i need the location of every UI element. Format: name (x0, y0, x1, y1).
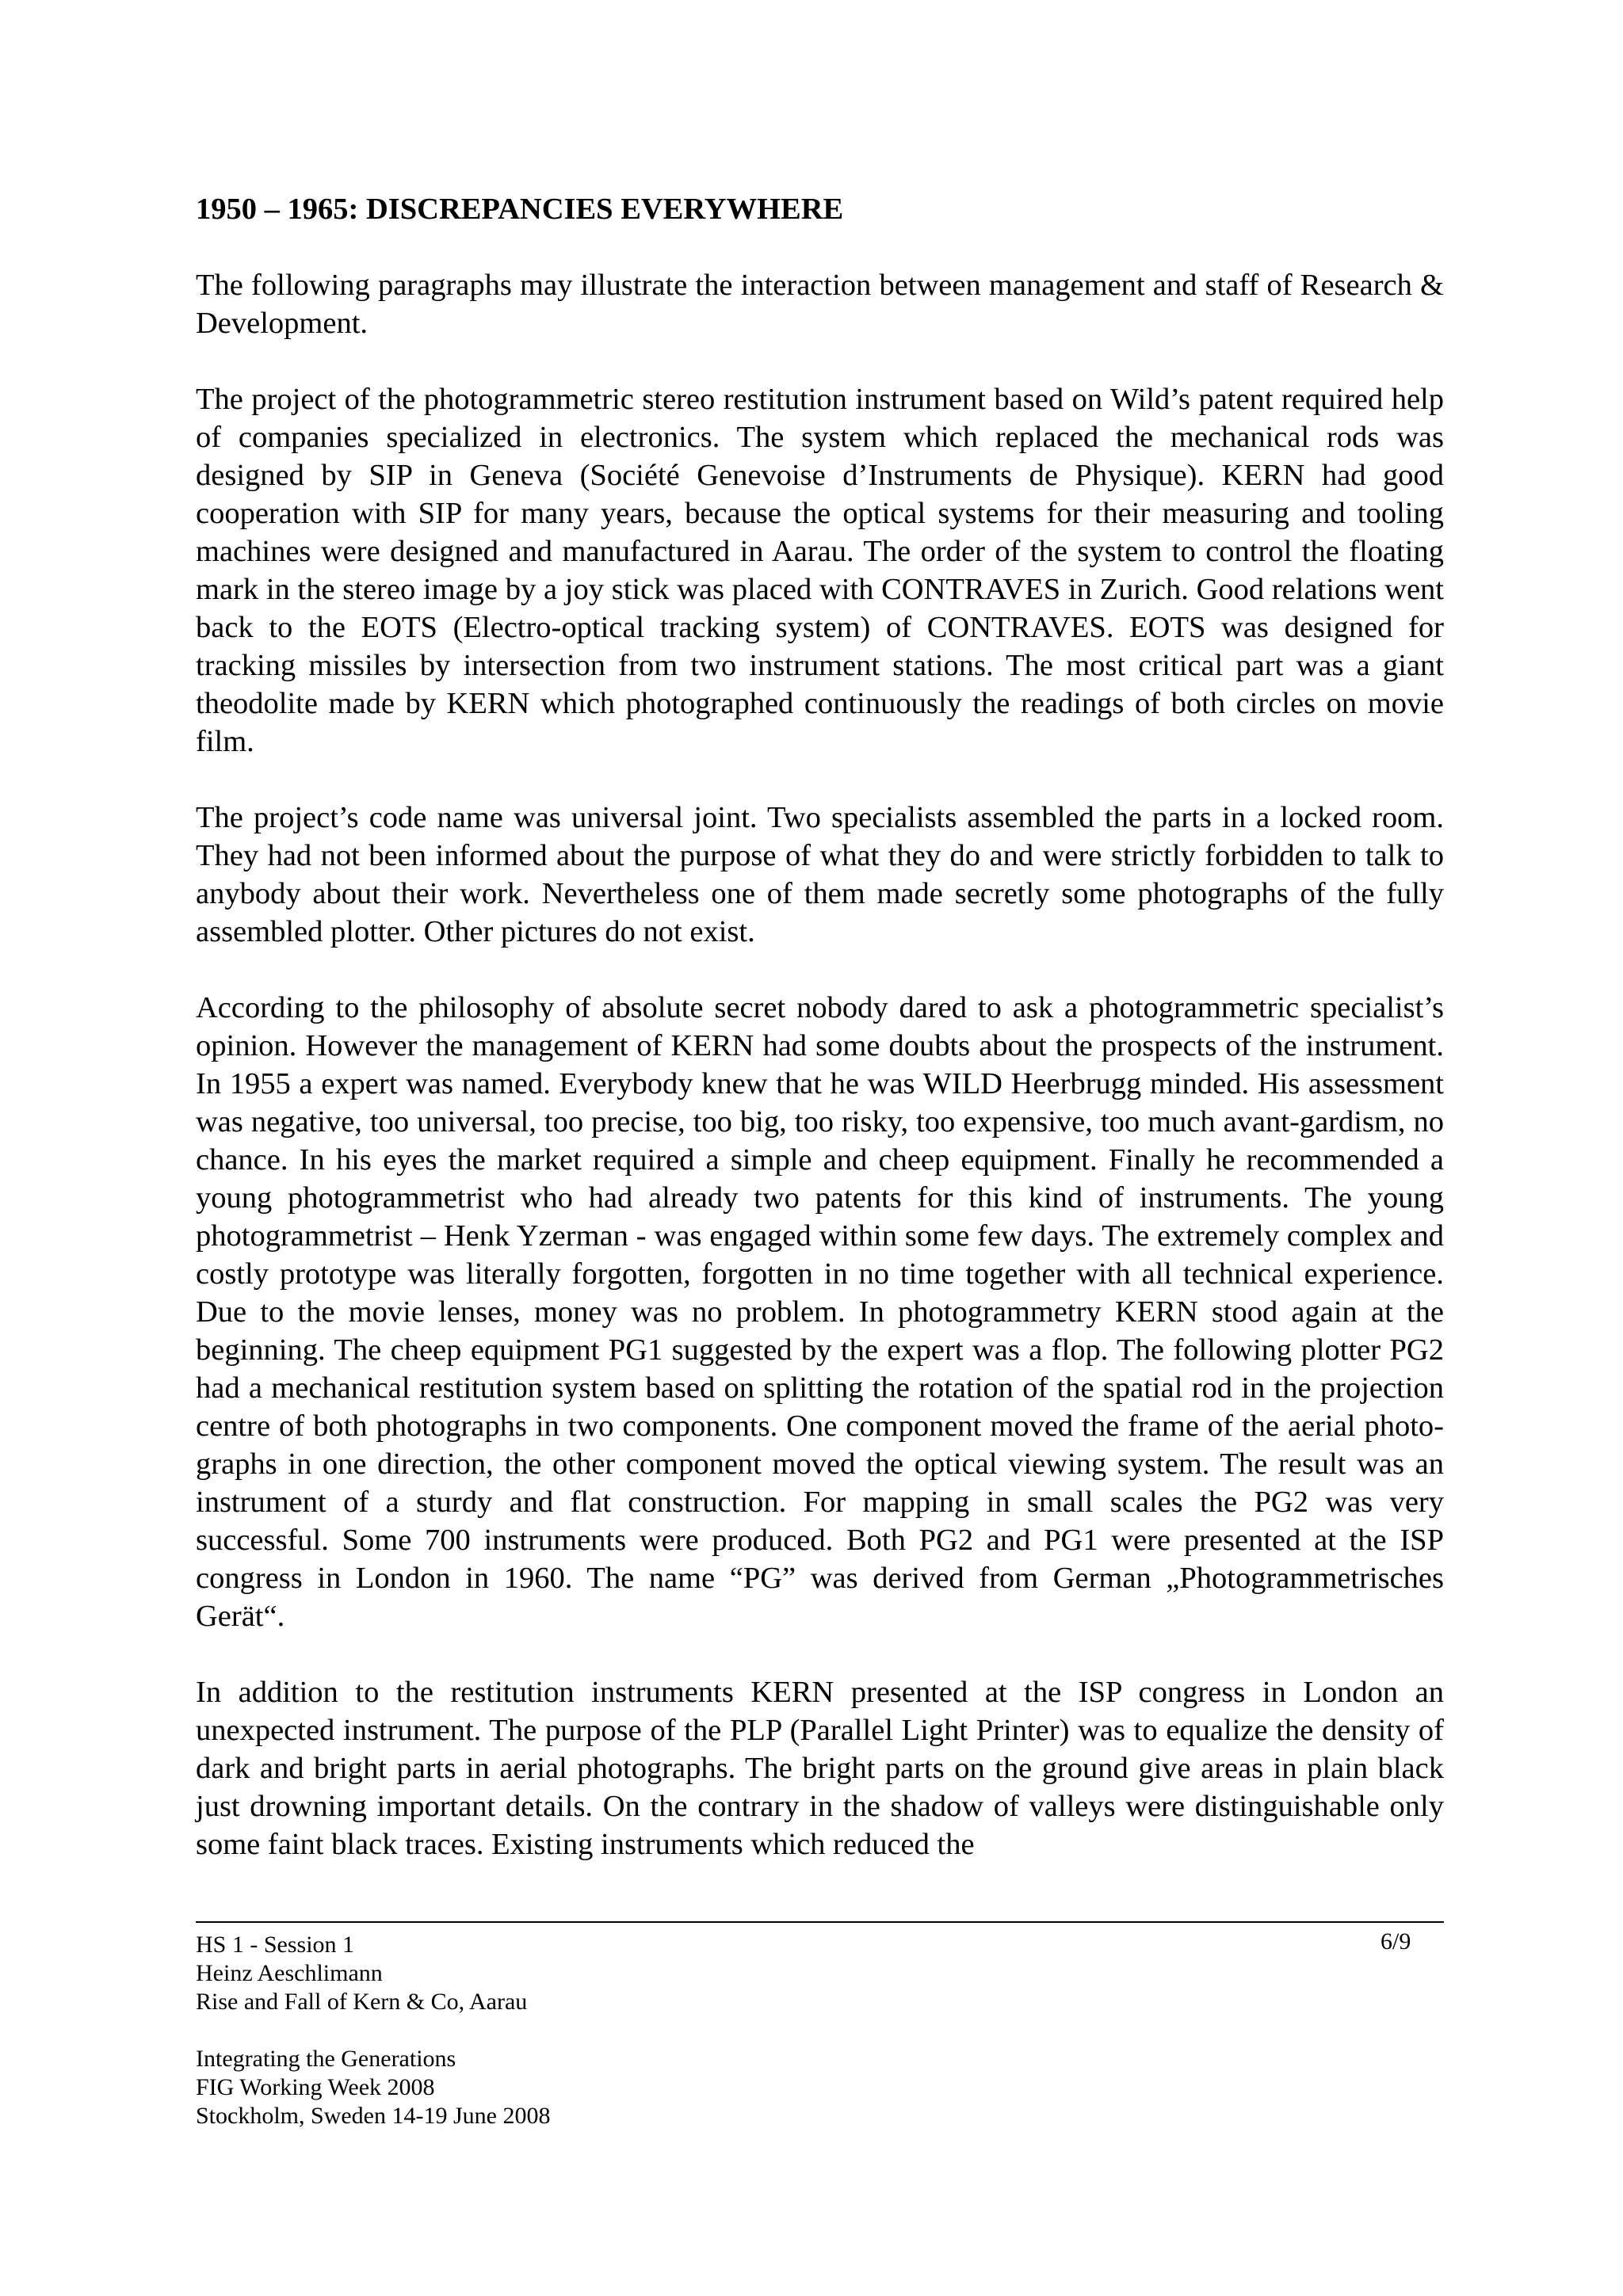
paragraph-2: The project of the photogrammetric stereo restitution instrument based on Wild’s patent required help of companies specialized in electronics. The system which replaced the mechanical rods was designed by SIP in Geneva (Société Genevoise d’Instruments de Physique). KERN had good cooperation with SIP for many years, because the optical systems for their measuring and tooling machines were designed and manufactured in Aarau. The order of the system to control the floating mark in the stereo image by a joy stick was placed with CONTRAVES in Zurich. Good relations went back to the EOTS (Electro-optical tracking system) of CONTRAVES. EOTS was designed for tracking missiles by intersection from two instrument stations. The most critical part was a giant theodolite made by KERN which photographed continuously the readings of both circles on movie film. (196, 383, 1444, 758)
footer-rule (196, 1921, 1444, 1923)
paragraph-1: The following paragraphs may illustrate the interaction between management and staff of Research & Development. (196, 269, 1444, 340)
paragraph-4: According to the philosophy of absolute secret nobody dared to ask a photogrammetric specialist’s opinion. However the management of KERN had some doubts about the prospects of the instrument. In 1955 a expert was named. Everybody knew that he was WILD Heerbrugg minded. His assessment was negative, too universal, too precise, too big, too risky, too expensive, too much avant-gardism, no chance. In his eyes the market required a simple and cheep equipment. Finally he recommended a young photogrammetrist who had already two patents for this kind of instruments. The young photogrammetrist – Henk Yzerman - was engaged within some few days. The extremely complex and costly prototype was literally forgotten, forgotten in no time together with all technical experience. Due to the movie lenses, money was no problem. In photogrammetry KERN stood again at the beginning. The cheep equipment PG1 suggested by the expert was a flop. The following plotter PG2 had a mechanical restitution system based on splitting the rotation of the spatial rod in the projection centre of both photographs in two components. One component moved the frame of the aerial photographs in one direction, the other component moved the optical viewing system. The result was an instrument of a sturdy and flat construction. For mapping in small scales the PG2 was very successful. Some 700 instruments were produced. Both PG2 and PG1 were presented at the ISP congress in London in 1960. The name “PG” was derived from German „Photogrammetrisches Gerät“. (196, 991, 1444, 1633)
footer-conference-theme: Integrating the Generations (196, 2046, 456, 2072)
section-heading: 1950 – 1965: DISCREPANCIES EVERYWHERE (196, 193, 844, 226)
footer (196, 1931, 1444, 2130)
footer-spacer (196, 2016, 1444, 2045)
footer-session: HS 1 - Session 1 (196, 1932, 355, 1958)
footer-conference-name: FIG Working Week 2008 (196, 2074, 435, 2100)
footer-conference-location: Stockholm, Sweden 14-19 June 2008 (196, 2103, 551, 2129)
page-number: 6/9 (1381, 1928, 1411, 1955)
paragraph-3: The project’s code name was universal joint. Two specialists assembled the parts in a locked room. They had not been informed about the purpose of what they do and were strictly forbidden to talk to anybody about their work. Nevertheless one of them made secretly some photographs of the fully assembled plotter. Other pictures do not exist. (196, 801, 1444, 948)
paragraph-5: In addition to the restitution instruments KERN presented at the ISP congress in London an unexpected instrument. The purpose of the PLP (Parallel Light Printer) was to equalize the density of dark and bright parts in aerial photographs. The bright parts on the ground give areas in plain black just drowning important details. On the contrary in the shadow of valleys were distinguishable only some faint black traces. Existing instruments which reduced the (196, 1676, 1444, 1861)
body-text (196, 190, 1444, 1863)
footer-paper-title: Rise and Fall of Kern & Co, Aarau (196, 1989, 528, 2015)
footer-author: Heinz Aeschlimann (196, 1960, 383, 1986)
